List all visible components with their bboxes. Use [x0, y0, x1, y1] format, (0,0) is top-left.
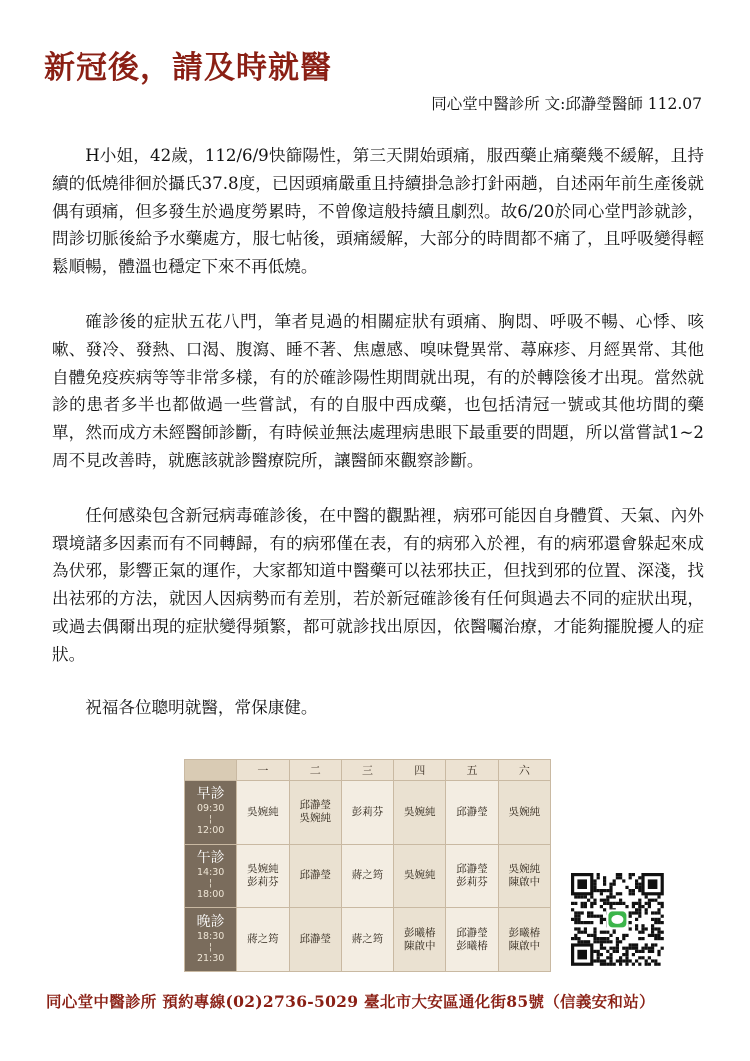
session-time-separator: ¦	[209, 877, 213, 889]
schedule-cell	[498, 781, 550, 845]
session-end-time: 21:30	[196, 952, 225, 964]
session-time-separator: ¦	[209, 814, 213, 826]
schedule-cell	[341, 908, 393, 972]
session-end-time: 18:00	[196, 888, 225, 900]
day-header: 三	[341, 760, 393, 781]
doctor-name: 彭曦椿	[456, 939, 488, 952]
day-header: 二	[289, 760, 341, 781]
session-label	[185, 908, 237, 972]
session-time-separator: ¦	[209, 941, 213, 953]
clinic-footer: 同心堂中醫診所 預約專線(02)2736-5029 臺北市大安區通化街85號（信義安和站）	[46, 992, 655, 1011]
doctor-name: 彭曦椿	[404, 926, 436, 939]
doctor-name: 彭莉芬	[456, 875, 488, 888]
session-start-time: 18:30	[196, 930, 225, 942]
doctor-name: 吳婉純	[247, 805, 279, 818]
session-label	[185, 781, 237, 845]
schedule-cell	[394, 908, 446, 972]
doctor-name: 吳婉純	[404, 805, 436, 818]
doctor-name: 邱瀞瑩	[299, 799, 331, 812]
session-name: 午診	[196, 849, 225, 866]
schedule-header-row	[185, 760, 551, 781]
day-header: 四	[394, 760, 446, 781]
schedule-cell	[394, 844, 446, 908]
schedule-cell	[289, 844, 341, 908]
session-name: 晚診	[196, 913, 225, 930]
paragraph-tcm-view: 任何感染包含新冠病毒確診後，在中醫的觀點裡，病邪可能因自身體質、天氣、內外環境諸多因素而有不同轉歸，有的病邪僅在表，有的病邪入於裡，有的病邪還會躲起來成為伏邪，影響正氣的運作，大家都知道中醫藥可以祛邪扶正，但找到邪的位置、深淺，找出祛邪的方法，就因人因病勢而有差別，若於新冠確診後有任何與過去不同的症狀出現，或過去偶爾出現的症狀變得頻繁，都可就診找出原因，依醫囑治療，才能夠擺脫擾人的症狀。	[52, 505, 704, 664]
doctor-name: 彭莉芬	[351, 805, 384, 818]
article-title: 新冠後，請及時就醫	[44, 50, 332, 86]
schedule-cell	[498, 908, 550, 972]
schedule-cell	[289, 781, 341, 845]
doctor-name: 吳婉純	[299, 812, 331, 825]
doctor-name: 彭曦椿	[508, 926, 541, 939]
day-header: 五	[446, 760, 498, 781]
paragraph-symptoms: 確診後的症狀五花八門，筆者見過的相關症狀有頭痛、胸悶、呼吸不暢、心悸、咳嗽、發冷、發熱、口渴、腹瀉、睡不著、焦慮感、嗅味覺異常、蕁麻疹、月經異常、其他自體免疫疾病等等非常多樣，有的於確診陽性期間就出現，有的於轉陰後才出現。當然就診的患者多半也都做過一些嘗試，有的自服中西成藥，也包括清冠一號或其他坊間的藥單，然而成方未經醫師診斷，有時候並無法處理病患眼下最重要的問題，所以當嘗試1~2周不見改善時，就應該就診醫療院所，讓醫師來觀察診斷。	[52, 311, 704, 470]
schedule-cell	[237, 844, 289, 908]
doctor-name: 吳婉純	[508, 805, 541, 818]
doctor-name: 蔣之筠	[247, 933, 279, 946]
session-label	[185, 844, 237, 908]
day-header: 一	[237, 760, 289, 781]
paragraph-blessing: 祝福各位聰明就醫，常保康健。	[85, 697, 318, 717]
schedule-cell	[237, 908, 289, 972]
schedule-cell	[341, 844, 393, 908]
schedule-corner	[185, 760, 237, 781]
doctor-name: 吳婉純	[247, 862, 279, 875]
schedule-cell	[341, 781, 393, 845]
day-header: 六	[498, 760, 550, 781]
schedule-row	[185, 908, 551, 972]
doctor-name: 吳婉純	[508, 862, 541, 875]
doctor-name: 邱瀞瑩	[456, 926, 488, 939]
session-start-time: 14:30	[196, 866, 225, 878]
session-name: 早診	[196, 786, 225, 803]
doctor-name: 陳啟中	[508, 875, 541, 888]
schedule-cell	[446, 908, 498, 972]
doctor-name: 吳婉純	[404, 869, 436, 882]
schedule-row	[185, 844, 551, 908]
schedule-cell	[498, 844, 550, 908]
schedule-cell	[446, 781, 498, 845]
doctor-name: 蔣之筠	[351, 933, 384, 946]
schedule-cell	[237, 781, 289, 845]
paragraph-case: H小姐，42歲，112/6/9快篩陽性，第三天開始頭痛，服西藥止痛藥幾不緩解，且持續的低燒徘徊於攝氏37.8度，已因頭痛嚴重且持續掛急診打針兩趟，自述兩年前生產後就偶有頭痛，但多發生於過度勞累時，不曾像這般持續且劇烈。故6/20於同心堂門診就診，問診切脈後給予水藥處方，服七帖後，頭痛緩解，大部分的時間都不痛了，且呼吸變得輕鬆順暢，體溫也穩定下來不再低燒。	[52, 146, 704, 277]
session-start-time: 09:30	[196, 803, 225, 815]
doctor-name: 彭莉芬	[247, 875, 279, 888]
doctor-name: 蔣之筠	[351, 869, 384, 882]
doctor-name: 邱瀞瑩	[456, 805, 488, 818]
doctor-name: 邱瀞瑩	[299, 869, 331, 882]
doctor-name: 陳啟中	[404, 939, 436, 952]
clinic-schedule-table	[184, 759, 551, 972]
byline: 同心堂中醫診所 文:邱瀞瑩醫師 112.07	[431, 95, 702, 113]
session-end-time: 12:00	[196, 825, 225, 837]
doctor-name: 邱瀞瑩	[299, 933, 331, 946]
schedule-row	[185, 781, 551, 845]
doctor-name: 邱瀞瑩	[456, 862, 488, 875]
doctor-name: 陳啟中	[508, 939, 541, 952]
schedule-cell	[394, 781, 446, 845]
article-body	[52, 142, 704, 748]
qr-code-icon[interactable]	[569, 872, 666, 967]
schedule-cell	[446, 844, 498, 908]
schedule-cell	[289, 908, 341, 972]
